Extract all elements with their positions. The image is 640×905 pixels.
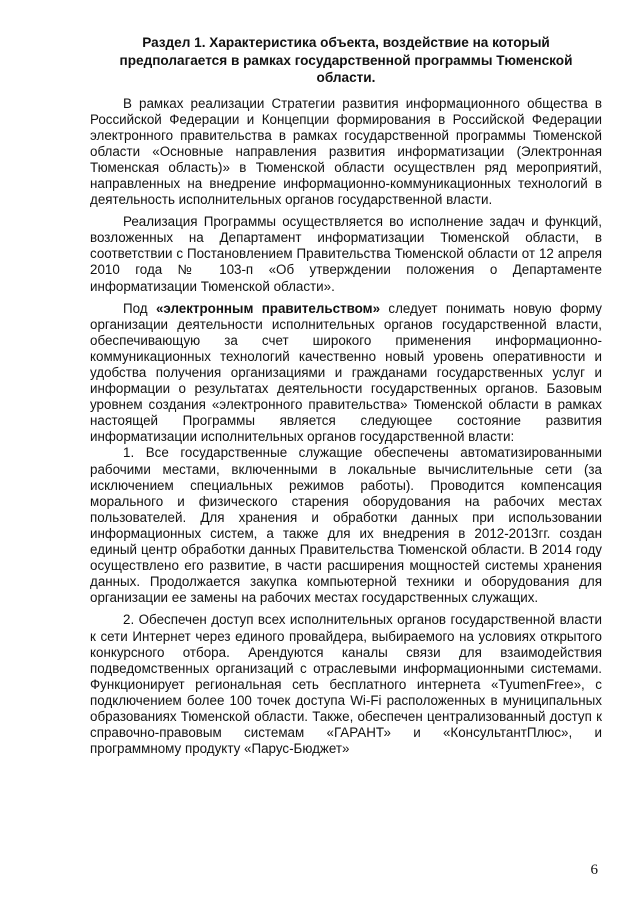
paragraph-e-government-definition (90, 301, 602, 446)
definition-term: «электронным правительством» (155, 300, 381, 316)
section-heading: Раздел 1. Характеристика объекта, воздействие на который предполагается в рамках государственной программы Тюменской области. (119, 35, 573, 85)
paragraph-program-implementation: Реализация Программы осуществляется во исполнение задач и функций, возложенных на Департамент информатизации Тюменской области, в соответствии с Постановлением Правительства Тюменской области от 12 апреля 2010 года № 103-п «Об утверждении положения о Департаменте информатизации Тюменской области». (90, 214, 602, 294)
paragraph-strategy: В рамках реализации Стратегии развития информационного общества в Российской Федерации и Концепции формирования в Российской Федерации электронного правительства в рамках государственной программы Тюменской области «Основные направления развития информатизации (Электронная Тюменская область)» в Тюменской области осуществлен ряд мероприятий, направленных на внедрение информационно-коммуникационных технологий в деятельность исполнительных органов государственной власти. (90, 95, 602, 208)
page-number: 6 (590, 862, 598, 878)
list-item-workstations: 1. Все государственные служащие обеспечены автоматизированными рабочими местами, включенными в локальные вычислительные сети (за исключением специальных режимов работы). Проводится компенсация морального и физического старения оборудования на рабочих местах пользователей. Для хранения и обработки данных при использовании информационных систем, а также для их внедрения в 2012-2013гг. создан единый центр обработки данных Правительства Тюменской области. В 2014 году осуществлено его развитие, в части расширения мощностей системы хранения данных. Продолжается закупка компьютерной техники и оборудования для организации ее замены на рабочих местах государственных служащих. (90, 445, 602, 606)
definition-body-text: следует понимать новую форму организации деятельности исполнительных органов государственной власти, обеспечивающую за счет широкого применения информационно-коммуникационных технологий качественно новый уровень оперативности и удобства получения организациями и гражданами государственных услуг и информации о результатах деятельности государственных органов. Базовым уровнем создания «электронного правительства» Тюменской области в рамках настоящей Программы является следующее состояние развития информатизации исполнительных органов государственной власти: (90, 300, 602, 445)
definition-lead-text: Под (123, 300, 148, 316)
list-item-internet-access: 2. Обеспечен доступ всех исполнительных органов государственной власти к сети Интернет через единого провайдера, выбираемого на условиях открытого конкурсного отбора. Арендуются каналы связи для взаимодействия подведомственных организаций с отраслевыми информационными системами. Функционирует региональная сеть бесплатного интернета «TyumenFree», с подключением более 100 точек доступа Wi-Fi расположенных в муниципальных образованиях Тюменской области. Также, обеспечен централизованный доступ к справочно-правовым системам «ГАРАНТ» и «КонсультантПлюс», и программному продукту «Парус-Бюджет» (90, 612, 602, 757)
